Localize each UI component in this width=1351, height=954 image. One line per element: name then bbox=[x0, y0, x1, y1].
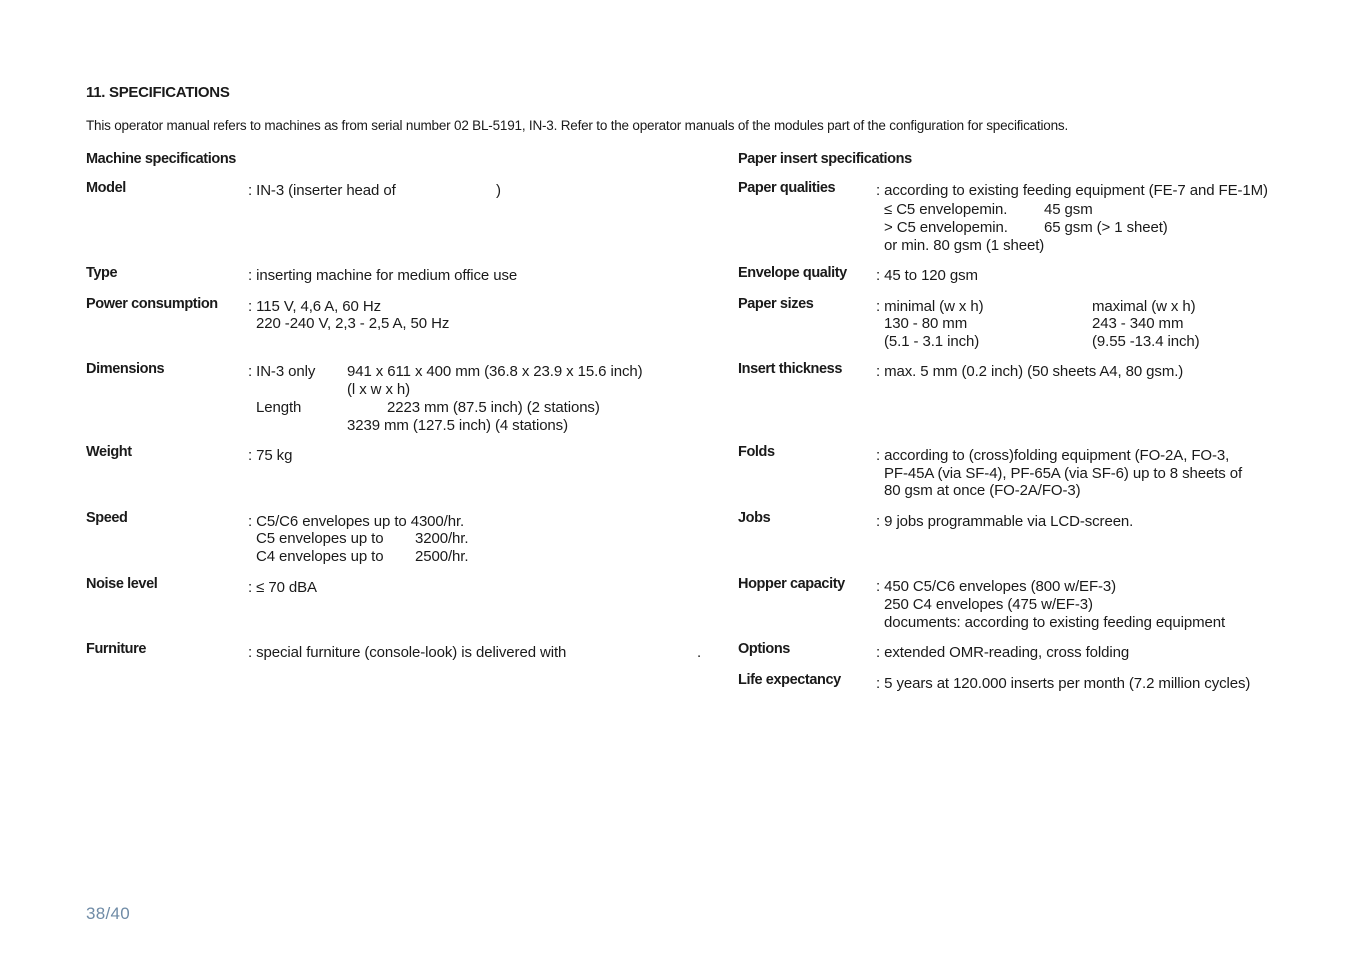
model-label: Model bbox=[86, 180, 126, 196]
length-2-stations: 2223 mm (87.5 inch) (2 stations) bbox=[387, 399, 600, 416]
speed-line-1: : C5/C6 envelopes up to 4300/hr. bbox=[248, 513, 465, 530]
speed-c4-label: C4 envelopes up to bbox=[256, 548, 384, 565]
paper-qualities-label: Paper qualities bbox=[738, 180, 836, 196]
speed-c5-value: 3200/hr. bbox=[415, 530, 469, 547]
page-number: 38/40 bbox=[86, 904, 131, 923]
intro-paragraph: This operator manual refers to machines as from serial number 02 BL-5191, IN-3. Refer to the operator manuals of the modules part of the configuration for specifications. bbox=[86, 118, 1069, 133]
life-expectancy-value: : 5 years at 120.000 inserts per month (7.2 million cycles) bbox=[876, 675, 1251, 692]
insert-thickness-label: Insert thickness bbox=[738, 361, 843, 377]
envelope-quality-label: Envelope quality bbox=[738, 265, 847, 281]
machine-specs-title: Machine specifications bbox=[86, 151, 236, 167]
dimensions-label: Dimensions bbox=[86, 361, 165, 377]
power-line-2: 220 -240 V, 2,3 - 2,5 A, 50 Hz bbox=[256, 315, 450, 332]
speed-c5-label: C5 envelopes up to bbox=[256, 530, 384, 547]
weight-label: Weight bbox=[86, 444, 132, 460]
hopper-capacity-line-1: : 450 C5/C6 envelopes (800 w/EF-3) bbox=[876, 578, 1117, 595]
paper-sizes-max-inch: (9.55 -13.4 inch) bbox=[1092, 333, 1200, 350]
options-value: : extended OMR-reading, cross folding bbox=[876, 644, 1130, 661]
length-label: Length bbox=[256, 399, 302, 416]
folds-line-2: PF-45A (via SF-4), PF-65A (via SF-6) up to 8 sheets of bbox=[884, 465, 1243, 482]
model-value-close: ) bbox=[496, 182, 501, 199]
type-value: : inserting machine for medium office use bbox=[248, 267, 518, 284]
paper-sizes-min-inch: (5.1 - 3.1 inch) bbox=[884, 333, 980, 350]
folds-line-1: : according to (cross)folding equipment (FO-2A, FO-3, bbox=[876, 447, 1230, 464]
jobs-value: : 9 jobs programmable via LCD-screen. bbox=[876, 513, 1134, 530]
dimensions-prefix: : IN-3 only bbox=[248, 363, 316, 380]
dimensions-value: 941 x 611 x 400 mm (36.8 x 23.9 x 15.6 inch) bbox=[347, 363, 643, 380]
power-label: Power consumption bbox=[86, 296, 218, 312]
insert-thickness-value: : max. 5 mm (0.2 inch) (50 sheets A4, 80 gsm.) bbox=[876, 363, 1184, 380]
envelope-quality-value: : 45 to 120 gsm bbox=[876, 267, 978, 284]
dimensions-lwh: (l x w x h) bbox=[347, 381, 411, 398]
paper-sizes-max-head: maximal (w x h) bbox=[1092, 298, 1196, 315]
paper-qualities-line-4: or min. 80 gsm (1 sheet) bbox=[884, 237, 1045, 254]
hopper-capacity-line-2: 250 C4 envelopes (475 w/EF-3) bbox=[884, 596, 1093, 613]
paper-sizes-min-head: : minimal (w x h) bbox=[876, 298, 984, 315]
folds-line-3: 80 gsm at once (FO-2A/FO-3) bbox=[884, 482, 1081, 499]
options-label: Options bbox=[738, 641, 790, 657]
paper-sizes-max-mm: 243 - 340 mm bbox=[1092, 315, 1184, 332]
paper-specs-title: Paper insert specifications bbox=[738, 151, 912, 167]
paper-qualities-over-c5-value: 65 gsm (> 1 sheet) bbox=[1044, 219, 1168, 236]
power-line-1: : 115 V, 4,6 A, 60 Hz bbox=[248, 298, 381, 315]
furniture-label: Furniture bbox=[86, 641, 147, 657]
noise-label: Noise level bbox=[86, 576, 158, 592]
life-expectancy-label: Life expectancy bbox=[738, 672, 841, 688]
speed-c4-value: 2500/hr. bbox=[415, 548, 469, 565]
furniture-value-end: . bbox=[697, 644, 702, 661]
hopper-capacity-label: Hopper capacity bbox=[738, 576, 845, 592]
paper-qualities-over-c5-label: > C5 envelopemin. bbox=[884, 219, 1008, 236]
weight-value: : 75 kg bbox=[248, 447, 293, 464]
speed-label: Speed bbox=[86, 510, 128, 526]
model-value: : IN-3 (inserter head of bbox=[248, 182, 396, 199]
folds-label: Folds bbox=[738, 444, 775, 460]
paper-qualities-line-1: : according to existing feeding equipment (FE-7 and FE-1M) bbox=[876, 182, 1268, 199]
section-heading: 11. SPECIFICATIONS bbox=[86, 84, 230, 101]
paper-qualities-c5-min-label: ≤ C5 envelopemin. bbox=[884, 201, 1008, 218]
hopper-capacity-line-3: documents: according to existing feeding equipment bbox=[884, 614, 1226, 631]
noise-value: : ≤ 70 dBA bbox=[248, 579, 317, 596]
paper-qualities-c5-min-value: 45 gsm bbox=[1044, 201, 1093, 218]
length-4-stations: 3239 mm (127.5 inch) (4 stations) bbox=[347, 417, 568, 434]
paper-sizes-min-mm: 130 - 80 mm bbox=[884, 315, 968, 332]
furniture-value: : special furniture (console-look) is delivered with bbox=[248, 644, 567, 661]
paper-sizes-label: Paper sizes bbox=[738, 296, 814, 312]
jobs-label: Jobs bbox=[738, 510, 771, 526]
type-label: Type bbox=[86, 265, 118, 281]
